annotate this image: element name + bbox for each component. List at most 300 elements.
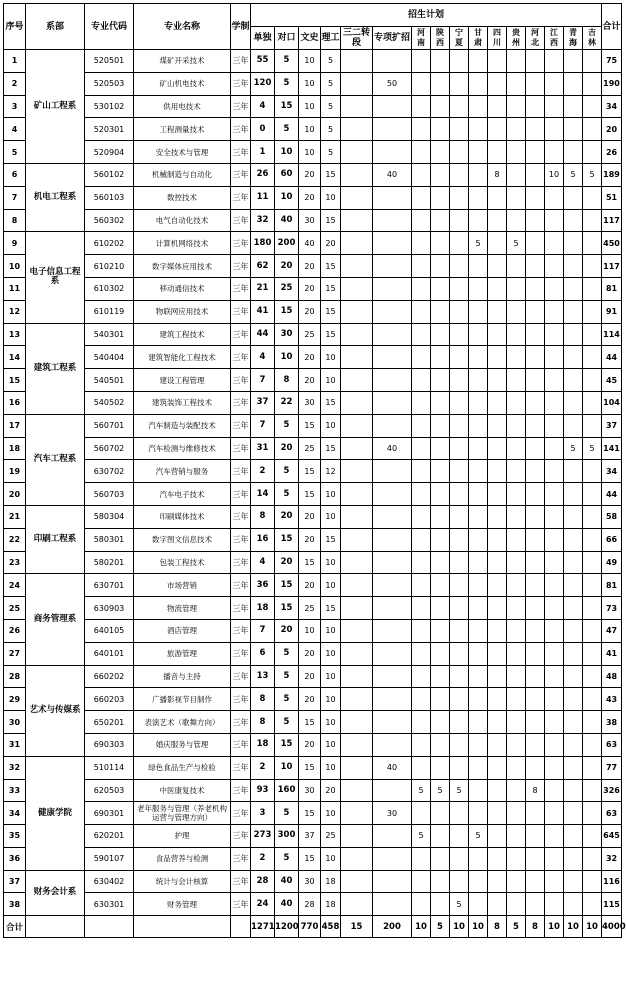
plan-value	[373, 209, 412, 232]
plan-value	[564, 186, 583, 209]
plan-value	[431, 163, 450, 186]
plan-value	[373, 665, 412, 688]
major-name: 数控技术	[134, 186, 231, 209]
major-name: 酒店管理	[134, 619, 231, 642]
major-name: 婚庆服务与管理	[134, 733, 231, 756]
plan-value	[450, 733, 469, 756]
subheader-11: 贵 州	[507, 27, 526, 50]
plan-value: 7	[251, 369, 275, 392]
plan-value	[341, 255, 373, 278]
row-seq: 12	[4, 300, 26, 323]
plan-value: 28	[299, 893, 321, 916]
plan-value	[469, 346, 488, 369]
plan-value: 20	[299, 688, 321, 711]
plan-value	[564, 95, 583, 118]
plan-value	[526, 528, 545, 551]
plan-value	[450, 255, 469, 278]
study-duration: 三年	[231, 346, 251, 369]
plan-value	[373, 574, 412, 597]
plan-value	[488, 619, 507, 642]
major-name: 食品营养与检测	[134, 847, 231, 870]
plan-value	[564, 414, 583, 437]
summary-value: 770	[299, 916, 321, 938]
plan-value	[507, 779, 526, 802]
plan-value: 5	[275, 847, 299, 870]
plan-value: 10	[321, 733, 341, 756]
plan-value	[488, 369, 507, 392]
plan-value: 10	[321, 414, 341, 437]
plan-value: 10	[299, 50, 321, 73]
plan-value	[526, 711, 545, 734]
row-seq: 11	[4, 277, 26, 300]
plan-value: 10	[275, 346, 299, 369]
major-name: 表演艺术（歌舞方向）	[134, 711, 231, 734]
subheader-4: 三二转段	[341, 27, 373, 50]
plan-value	[488, 597, 507, 620]
plan-value	[373, 186, 412, 209]
plan-value: 4	[251, 346, 275, 369]
plan-value: 20	[275, 437, 299, 460]
plan-value	[373, 528, 412, 551]
header-duration: 学制	[231, 4, 251, 50]
plan-value	[488, 551, 507, 574]
plan-value: 10	[321, 186, 341, 209]
row-total: 190	[602, 72, 622, 95]
summary-empty-cell	[231, 916, 251, 938]
study-duration: 三年	[231, 597, 251, 620]
plan-value: 10	[321, 619, 341, 642]
study-duration: 三年	[231, 414, 251, 437]
plan-value	[450, 847, 469, 870]
plan-value	[412, 619, 431, 642]
plan-value	[431, 665, 450, 688]
plan-value	[507, 186, 526, 209]
plan-value	[412, 437, 431, 460]
plan-value	[507, 505, 526, 528]
plan-value	[412, 369, 431, 392]
plan-value	[469, 437, 488, 460]
plan-value	[412, 277, 431, 300]
plan-value	[583, 232, 602, 255]
plan-value	[341, 323, 373, 346]
plan-value	[564, 483, 583, 506]
table-row	[4, 893, 622, 916]
major-code: 620201	[85, 825, 134, 848]
plan-value	[488, 300, 507, 323]
plan-value	[545, 756, 564, 779]
plan-value	[431, 277, 450, 300]
major-name: 广播影视节目制作	[134, 688, 231, 711]
plan-value: 30	[299, 779, 321, 802]
major-code: 660203	[85, 688, 134, 711]
plan-value	[341, 437, 373, 460]
row-seq: 31	[4, 733, 26, 756]
plan-value	[583, 414, 602, 437]
plan-value	[412, 574, 431, 597]
plan-value: 20	[275, 505, 299, 528]
table-row	[4, 460, 622, 483]
row-total: 48	[602, 665, 622, 688]
major-code: 640101	[85, 642, 134, 665]
plan-value: 5	[583, 163, 602, 186]
plan-value	[341, 528, 373, 551]
plan-value	[412, 72, 431, 95]
major-code: 540502	[85, 391, 134, 414]
table-footer	[4, 916, 626, 938]
table-row	[4, 802, 622, 825]
subheader-0: 单独	[251, 27, 275, 50]
row-seq: 9	[4, 232, 26, 255]
plan-value	[564, 528, 583, 551]
plan-value	[545, 505, 564, 528]
plan-value	[526, 437, 545, 460]
plan-value: 5	[450, 779, 469, 802]
plan-value	[412, 870, 431, 893]
plan-value	[450, 369, 469, 392]
plan-value	[507, 802, 526, 825]
plan-value	[412, 232, 431, 255]
plan-value	[450, 574, 469, 597]
plan-value	[469, 323, 488, 346]
major-code: 520904	[85, 141, 134, 164]
header-row-1	[4, 4, 622, 27]
plan-value	[469, 847, 488, 870]
major-name: 统计与会计核算	[134, 870, 231, 893]
plan-value: 15	[275, 597, 299, 620]
plan-value	[341, 95, 373, 118]
plan-value: 2	[251, 756, 275, 779]
row-seq: 19	[4, 460, 26, 483]
plan-value	[373, 50, 412, 73]
plan-value: 10	[321, 483, 341, 506]
plan-value	[469, 688, 488, 711]
plan-value	[341, 688, 373, 711]
plan-value	[412, 483, 431, 506]
table-row	[4, 186, 622, 209]
plan-value	[507, 95, 526, 118]
plan-value: 10	[321, 642, 341, 665]
plan-value	[526, 163, 545, 186]
plan-value	[341, 369, 373, 392]
plan-value	[545, 437, 564, 460]
plan-value	[412, 597, 431, 620]
plan-value: 15	[321, 323, 341, 346]
row-total: 326	[602, 779, 622, 802]
plan-value: 20	[299, 277, 321, 300]
subheader-1: 对口	[275, 27, 299, 50]
plan-value	[373, 300, 412, 323]
plan-value	[431, 141, 450, 164]
plan-value	[545, 460, 564, 483]
plan-value: 5	[321, 95, 341, 118]
plan-value: 2	[251, 847, 275, 870]
plan-value	[564, 756, 583, 779]
plan-value	[450, 346, 469, 369]
plan-value: 0	[251, 118, 275, 141]
plan-value: 32	[251, 209, 275, 232]
plan-value	[526, 460, 545, 483]
plan-value	[507, 711, 526, 734]
plan-value	[564, 802, 583, 825]
row-seq: 25	[4, 597, 26, 620]
plan-value	[583, 825, 602, 848]
major-code: 590107	[85, 847, 134, 870]
plan-value	[564, 870, 583, 893]
plan-value	[412, 186, 431, 209]
plan-value: 30	[299, 209, 321, 232]
plan-value	[373, 483, 412, 506]
row-seq: 38	[4, 893, 26, 916]
summary-value: 1200	[275, 916, 299, 938]
plan-value	[341, 277, 373, 300]
row-seq: 7	[4, 186, 26, 209]
plan-value: 15	[299, 551, 321, 574]
plan-value	[412, 255, 431, 278]
plan-value	[488, 483, 507, 506]
plan-value: 20	[299, 642, 321, 665]
plan-value	[545, 642, 564, 665]
major-code: 630701	[85, 574, 134, 597]
row-total: 51	[602, 186, 622, 209]
plan-value: 60	[275, 163, 299, 186]
plan-value: 18	[321, 893, 341, 916]
plan-value	[545, 802, 564, 825]
plan-value: 10	[321, 551, 341, 574]
plan-value	[412, 505, 431, 528]
plan-value	[488, 642, 507, 665]
major-name: 数字媒体应用技术	[134, 255, 231, 278]
plan-value: 31	[251, 437, 275, 460]
plan-value: 5	[275, 414, 299, 437]
row-total: 38	[602, 711, 622, 734]
plan-value: 8	[251, 505, 275, 528]
study-duration: 三年	[231, 756, 251, 779]
plan-value	[373, 323, 412, 346]
plan-value: 5	[450, 893, 469, 916]
plan-value	[469, 277, 488, 300]
plan-value	[450, 460, 469, 483]
plan-value: 3	[251, 802, 275, 825]
plan-value: 15	[275, 574, 299, 597]
plan-value	[545, 893, 564, 916]
plan-value	[412, 346, 431, 369]
row-seq: 14	[4, 346, 26, 369]
major-code: 520503	[85, 72, 134, 95]
plan-value: 5	[431, 779, 450, 802]
plan-value	[373, 688, 412, 711]
plan-value: 41	[251, 300, 275, 323]
summary-value: 10	[412, 916, 431, 938]
plan-value	[450, 870, 469, 893]
plan-value	[564, 733, 583, 756]
plan-value	[583, 665, 602, 688]
plan-value	[469, 414, 488, 437]
plan-value: 273	[251, 825, 275, 848]
plan-value: 21	[251, 277, 275, 300]
plan-value: 4	[251, 551, 275, 574]
study-duration: 三年	[231, 323, 251, 346]
plan-value: 15	[275, 95, 299, 118]
plan-value: 5	[275, 72, 299, 95]
plan-value	[583, 551, 602, 574]
table-row	[4, 209, 622, 232]
plan-value: 5	[412, 779, 431, 802]
plan-value	[564, 232, 583, 255]
major-code: 690303	[85, 733, 134, 756]
row-total: 77	[602, 756, 622, 779]
plan-value	[526, 277, 545, 300]
plan-value	[373, 95, 412, 118]
plan-value	[469, 893, 488, 916]
plan-value	[469, 118, 488, 141]
plan-value	[507, 323, 526, 346]
row-total: 645	[602, 825, 622, 848]
row-total: 34	[602, 460, 622, 483]
plan-value: 15	[321, 277, 341, 300]
plan-value: 5	[275, 711, 299, 734]
summary-value: 15	[341, 916, 373, 938]
plan-value	[507, 619, 526, 642]
plan-value: 15	[299, 414, 321, 437]
plan-value: 20	[299, 255, 321, 278]
table-row	[4, 323, 622, 346]
plan-value	[488, 711, 507, 734]
row-seq: 24	[4, 574, 26, 597]
plan-value: 11	[251, 186, 275, 209]
plan-value: 93	[251, 779, 275, 802]
department-name: 财务会计系	[26, 870, 85, 916]
plan-value	[341, 50, 373, 73]
plan-value	[545, 733, 564, 756]
row-seq: 10	[4, 255, 26, 278]
plan-value	[507, 369, 526, 392]
plan-value	[373, 277, 412, 300]
plan-value	[526, 597, 545, 620]
plan-value	[469, 528, 488, 551]
plan-value: 62	[251, 255, 275, 278]
plan-value: 30	[299, 391, 321, 414]
plan-value: 14	[251, 483, 275, 506]
plan-value	[488, 414, 507, 437]
study-duration: 三年	[231, 369, 251, 392]
plan-value	[341, 711, 373, 734]
row-total: 91	[602, 300, 622, 323]
plan-value	[526, 72, 545, 95]
plan-value	[431, 574, 450, 597]
plan-value	[545, 847, 564, 870]
plan-value	[507, 141, 526, 164]
plan-value: 50	[373, 72, 412, 95]
plan-value	[341, 232, 373, 255]
study-duration: 三年	[231, 893, 251, 916]
plan-value	[412, 118, 431, 141]
plan-value	[412, 528, 431, 551]
plan-value	[341, 802, 373, 825]
plan-value: 37	[251, 391, 275, 414]
plan-value	[526, 95, 545, 118]
plan-value	[469, 300, 488, 323]
plan-value	[564, 825, 583, 848]
plan-value: 5	[321, 72, 341, 95]
major-name: 汽车检测与维修技术	[134, 437, 231, 460]
row-total: 32	[602, 847, 622, 870]
plan-value	[583, 141, 602, 164]
plan-value: 18	[251, 733, 275, 756]
row-total: 47	[602, 619, 622, 642]
plan-value: 15	[275, 733, 299, 756]
plan-value	[583, 186, 602, 209]
study-duration: 三年	[231, 688, 251, 711]
major-code: 530102	[85, 95, 134, 118]
plan-value: 20	[321, 232, 341, 255]
plan-value	[412, 893, 431, 916]
major-name: 煤矿开采技术	[134, 50, 231, 73]
plan-value	[450, 756, 469, 779]
plan-value	[469, 665, 488, 688]
study-duration: 三年	[231, 95, 251, 118]
major-name: 印刷媒体技术	[134, 505, 231, 528]
subheader-8: 宁 夏	[450, 27, 469, 50]
plan-value	[373, 118, 412, 141]
plan-value: 10	[299, 118, 321, 141]
plan-value	[431, 255, 450, 278]
major-name: 汽车制造与装配技术	[134, 414, 231, 437]
plan-value	[469, 95, 488, 118]
plan-value	[526, 346, 545, 369]
subheader-9: 甘 肃	[469, 27, 488, 50]
subheader-10: 四 川	[488, 27, 507, 50]
plan-value: 16	[251, 528, 275, 551]
plan-value	[526, 893, 545, 916]
plan-value: 20	[299, 733, 321, 756]
plan-value	[450, 141, 469, 164]
plan-value	[526, 186, 545, 209]
major-code: 610119	[85, 300, 134, 323]
plan-value	[564, 779, 583, 802]
study-duration: 三年	[231, 642, 251, 665]
plan-value	[545, 255, 564, 278]
row-seq: 32	[4, 756, 26, 779]
study-duration: 三年	[231, 528, 251, 551]
plan-value: 20	[321, 779, 341, 802]
plan-value	[583, 779, 602, 802]
plan-value	[545, 72, 564, 95]
plan-value	[526, 232, 545, 255]
plan-value: 5	[275, 802, 299, 825]
plan-value	[412, 665, 431, 688]
plan-value	[545, 50, 564, 73]
plan-value: 8	[488, 163, 507, 186]
plan-value	[469, 209, 488, 232]
plan-value	[545, 711, 564, 734]
plan-value: 30	[275, 323, 299, 346]
plan-value	[341, 141, 373, 164]
study-duration: 三年	[231, 391, 251, 414]
plan-value	[431, 756, 450, 779]
study-duration: 三年	[231, 779, 251, 802]
row-total: 63	[602, 802, 622, 825]
study-duration: 三年	[231, 277, 251, 300]
plan-value	[564, 711, 583, 734]
table-row	[4, 642, 622, 665]
plan-value: 5	[507, 232, 526, 255]
plan-value	[507, 597, 526, 620]
plan-value	[431, 802, 450, 825]
plan-value	[507, 733, 526, 756]
plan-value	[341, 505, 373, 528]
row-seq: 3	[4, 95, 26, 118]
plan-value	[488, 255, 507, 278]
